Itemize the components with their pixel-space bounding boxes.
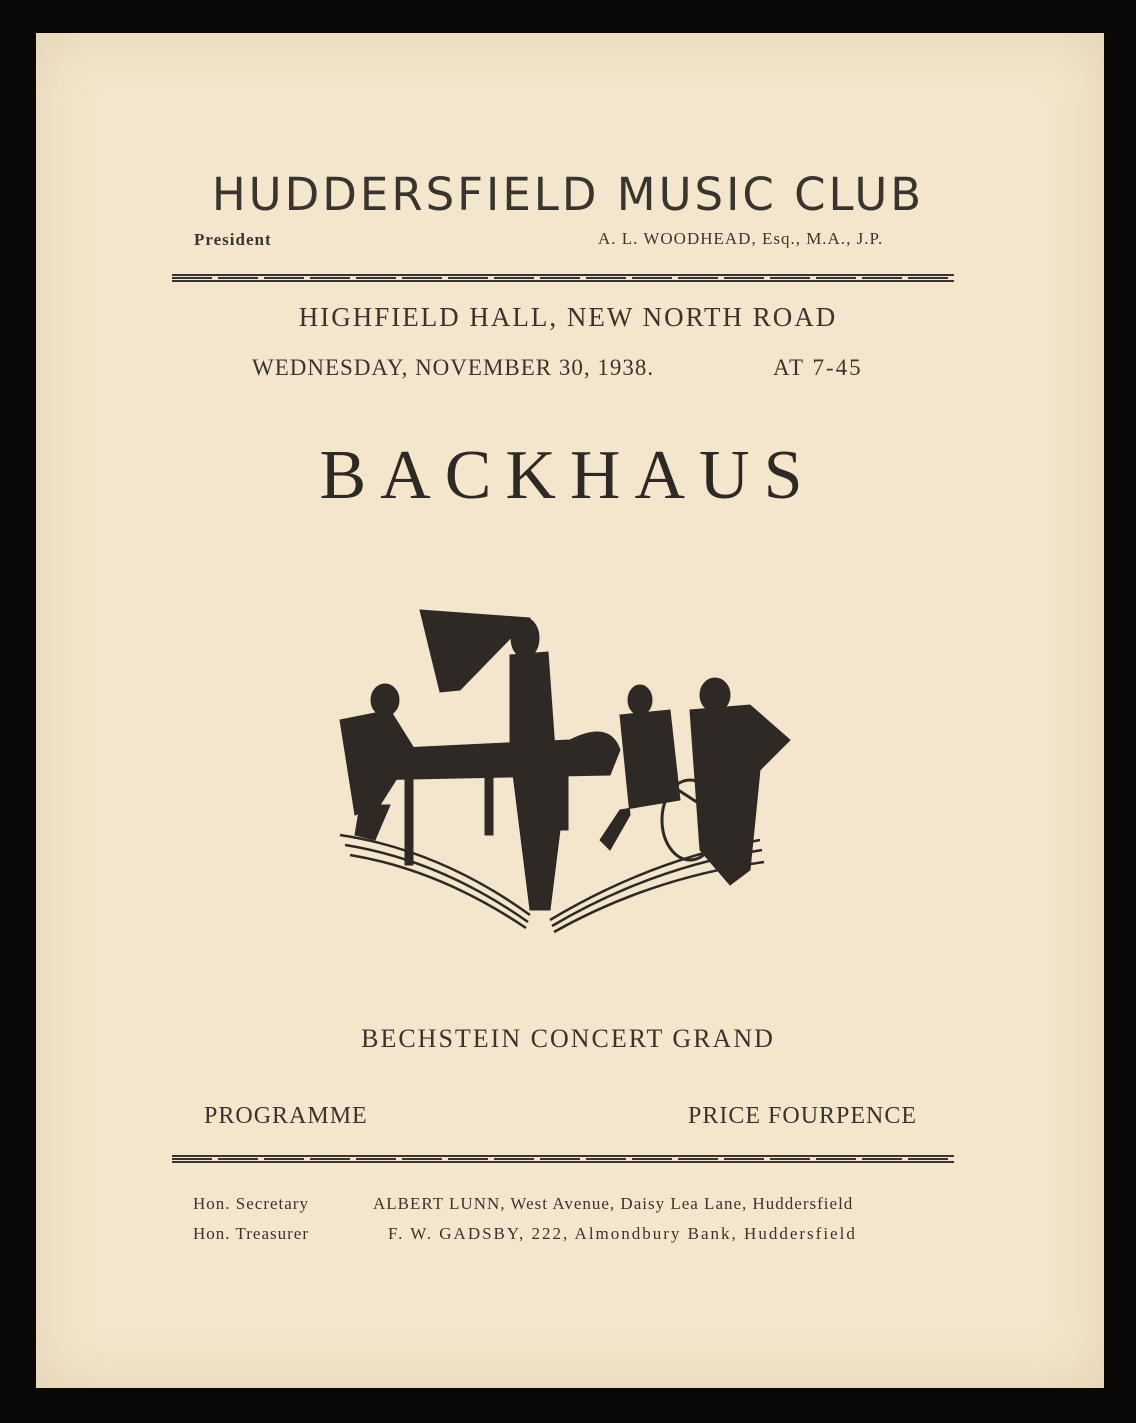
- treasurer-detail: F. W. GADSBY, 222, Almondbury Bank, Huddersfield: [388, 1224, 857, 1243]
- performer-name: BACKHAUS: [319, 437, 817, 514]
- concert-date: WEDNESDAY, NOVEMBER 30, 1938.: [252, 355, 655, 380]
- bottom-divider: [172, 1155, 954, 1163]
- price-label: PRICE FOURPENCE: [688, 1103, 918, 1129]
- programme-label: PROGRAMME: [204, 1103, 368, 1129]
- top-divider: [172, 274, 954, 282]
- piano-credit: BECHSTEIN CONCERT GRAND: [361, 1024, 775, 1053]
- secretary-role: Hon. Secretary: [193, 1194, 309, 1213]
- secretary-detail: ALBERT LUNN, West Avenue, Daisy Lea Lane, Huddersfield: [373, 1194, 854, 1213]
- club-title: HUDDERSFIELD MUSIC CLUB: [211, 168, 925, 221]
- concert-time: AT 7-45: [773, 355, 863, 380]
- musicians-illustration-icon: [320, 600, 800, 940]
- venue: HIGHFIELD HALL, NEW NORTH ROAD: [298, 302, 838, 332]
- president-label: President: [194, 230, 272, 249]
- president-name: A. L. WOODHEAD, Esq., M.A., J.P.: [598, 229, 884, 248]
- treasurer-role: Hon. Treasurer: [193, 1224, 309, 1243]
